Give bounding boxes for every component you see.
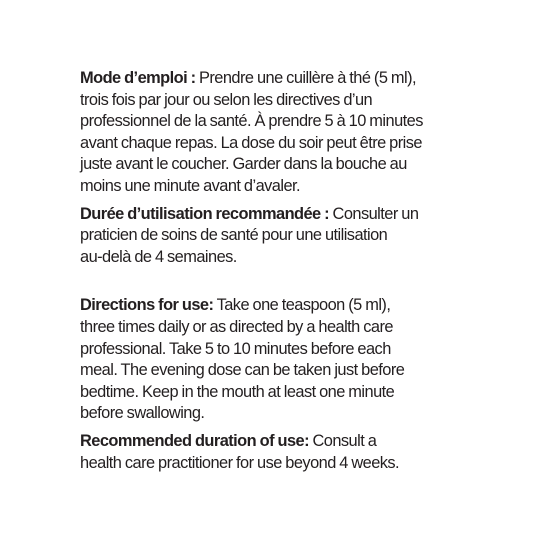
en-duration-text: Consult a (308, 431, 377, 450)
fr-directions-text: Prendre une cuillère à thé (5 ml), (195, 69, 416, 87)
en-duration-label: Recommended duration of use: (80, 431, 309, 450)
fr-duration-text: Consulter un (329, 204, 419, 223)
en-duration-line-1 (80, 431, 480, 453)
en-duration-paragraph (80, 431, 480, 474)
fr-directions-line-3: professionnel de la santé. À prendre 5 à 10 minutes (80, 112, 423, 131)
en-directions-line-4: meal. The evening dose can be taken just before (80, 361, 405, 380)
en-directions-line-6: before swallowing. (80, 404, 205, 423)
en-duration-line-2: health care practitioner for use beyond 4 weeks. (80, 453, 400, 472)
en-directions-line-5: bedtime. Keep in the mouth at least one minute (80, 382, 395, 401)
fr-duration-label: Durée d’utilisation recommandée : (80, 204, 330, 223)
fr-duration-paragraph (80, 204, 480, 269)
en-directions-line-2: three times daily or as directed by a health care (80, 317, 393, 336)
fr-directions-line-2: trois fois par jour ou selon les directives d’un (80, 90, 373, 109)
en-directions-paragraph (80, 295, 480, 425)
label-text-block (80, 68, 480, 474)
fr-directions-label: Mode d’emploi : (80, 69, 196, 87)
en-directions-label: Directions for use: (80, 296, 214, 315)
fr-directions-line-5: juste avant le coucher. Garder dans la bouche au (80, 155, 407, 174)
fr-duration-line-1 (80, 204, 480, 226)
fr-directions-line-1 (80, 68, 480, 90)
fr-directions-paragraph (80, 68, 480, 198)
fr-duration-line-3: au-delà de 4 semaines. (80, 247, 237, 266)
fr-directions-line-6: moins une minute avant d’avaler. (80, 176, 301, 195)
en-directions-line-1 (80, 295, 480, 317)
fr-duration-line-2: praticien de soins de santé pour une utilisation (80, 226, 388, 245)
en-directions-text: Take one teaspoon (5 ml), (213, 296, 391, 315)
fr-directions-line-4: avant chaque repas. La dose du soir peut être prise (80, 133, 422, 152)
en-directions-line-3: professional. Take 5 to 10 minutes before each (80, 339, 391, 358)
